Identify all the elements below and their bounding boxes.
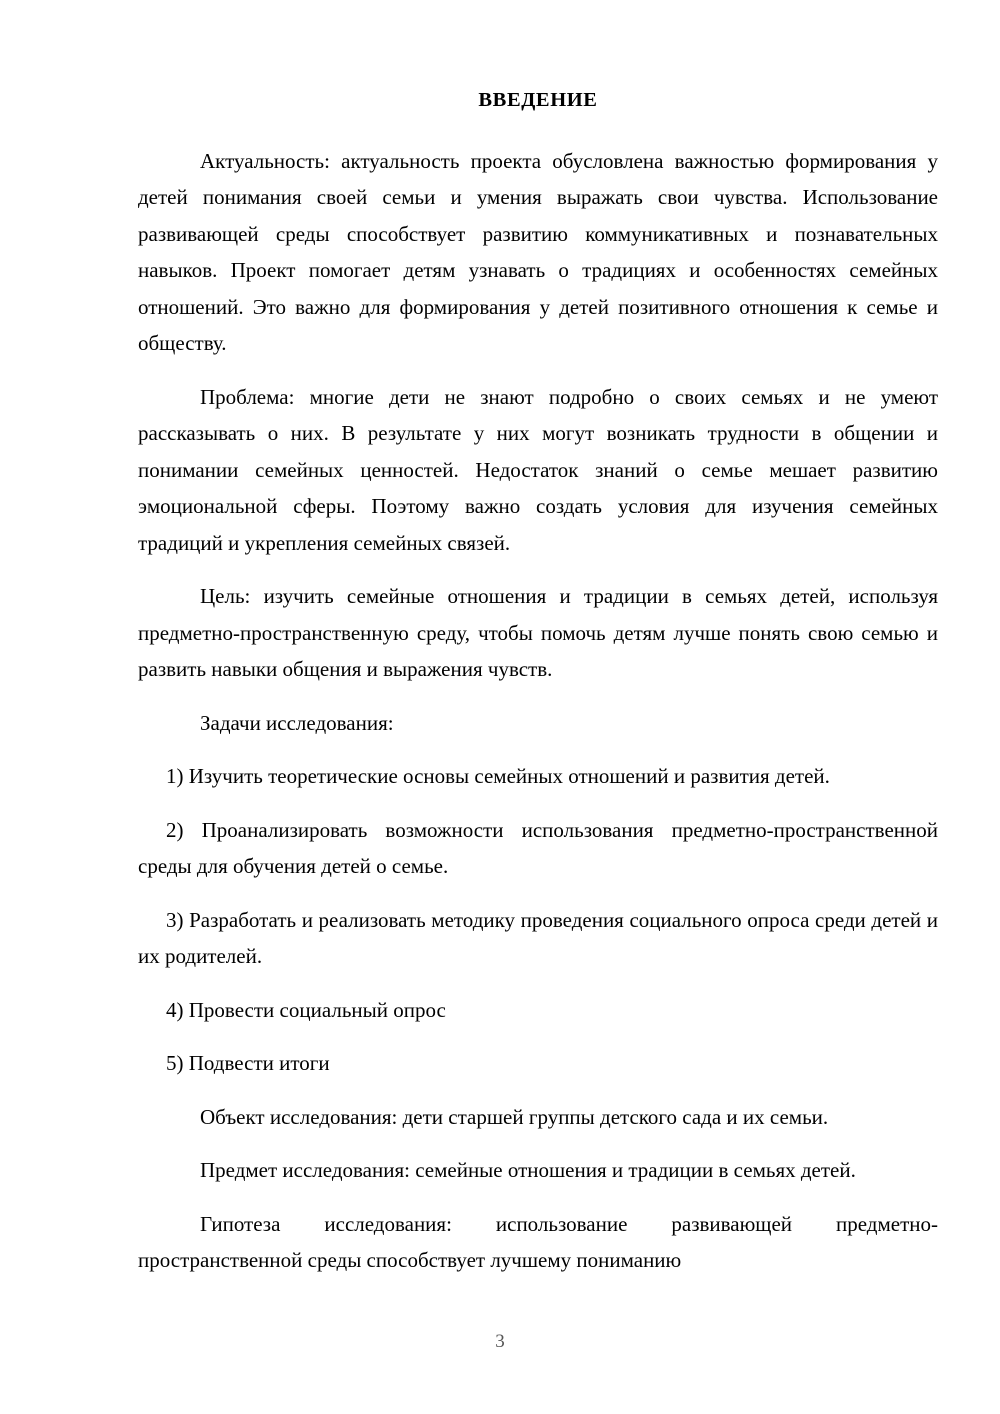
- paragraph-goal: Цель: изучить семейные отношения и традиции в семьях детей, используя предметно-пространственную среду, чтобы помочь детям лучше понять свою семью и развить навыки общения и выражения чувств.: [138, 584, 938, 682]
- paragraph-problem: Проблема: многие дети не знают подробно о своих семьях и не умеют рассказывать о них. В результате у них могут возникать трудности в общении и понимании семейных ценностей. Недостаток знаний о семье мешает развитию эмоциональной сферы. Поэтому важно создать условия для изучения семейных традиций и укрепления семейных связей.: [138, 384, 938, 555]
- task-item-1: 1) Изучить теоретические основы семейных отношений и развития детей.: [166, 764, 830, 789]
- paragraph-relevance: Актуальность: актуальность проекта обусловлена важностью формирования у детей понимания своей семьи и умения выражать свои чувства. Использование развивающей среды способствует развитию коммуникативных и познавательных навыков. Проект помогает детям узнавать о традициях и особенностях семейных отношений. Это важно для формирования у детей позитивного отношения к семье и обществу.: [138, 148, 938, 356]
- paragraph-object: Объект исследования: дети старшей группы детского сада и их семьи.: [200, 1104, 829, 1129]
- page-number: 3: [495, 1331, 505, 1352]
- task-item-3: 3) Разработать и реализовать методику проведения социального опроса среди детей и их родителей.: [138, 907, 938, 969]
- tasks-heading: Задачи исследования:: [200, 710, 394, 735]
- paragraph-subject: Предмет исследования: семейные отношения и традиции в семьях детей.: [200, 1158, 856, 1183]
- task-item-5: 5) Подвести итоги: [166, 1051, 330, 1076]
- document-body: [138, 88, 938, 1279]
- task-item-2: 2) Проанализировать возможности использования предметно-пространственной среды для обучения детей о семье.: [138, 817, 938, 879]
- paragraph-hypothesis: Гипотеза исследования: использование развивающей предметно-пространственной среды способствует лучшему пониманию: [138, 1211, 938, 1273]
- task-item-4: 4) Провести социальный опрос: [166, 997, 446, 1022]
- page-title: ВВЕДЕНИЕ: [478, 89, 598, 111]
